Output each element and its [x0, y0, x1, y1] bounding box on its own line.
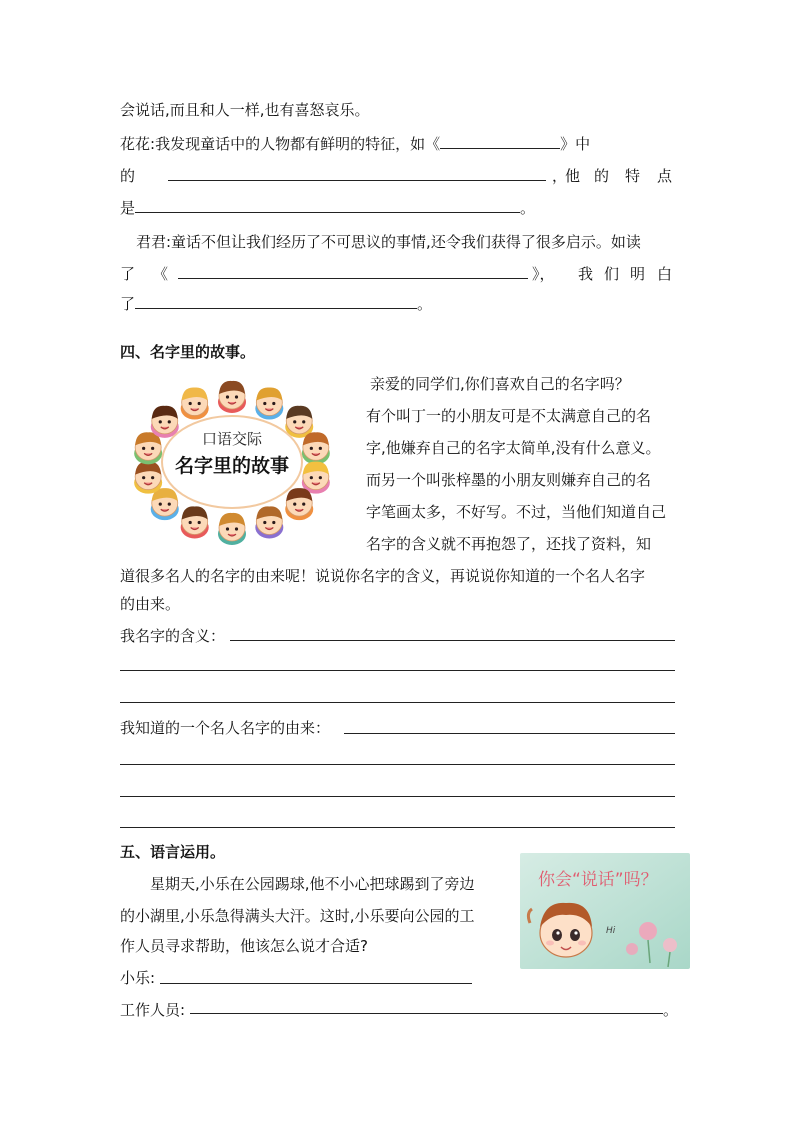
child-face-icon: [134, 462, 162, 494]
text-line: 会说话,而且和人一样,也有喜怒哀乐。: [120, 101, 370, 119]
famous-name-answer-line[interactable]: [344, 733, 675, 734]
famous-name-answer-line[interactable]: [120, 764, 675, 765]
speaking-girl-illustration: [520, 853, 690, 969]
text-span: 。: [417, 295, 433, 313]
text-line: 字,他嫌弃自己的名字太简单,没有什么意义。: [366, 439, 661, 457]
child-face-icon: [255, 506, 283, 538]
text-span: 》中: [560, 135, 591, 153]
image-caption-top: 口语交际: [201, 430, 263, 448]
text-span: 了: [120, 295, 136, 313]
section-heading: 五、语言运用。: [120, 843, 226, 861]
staff-answer-line[interactable]: [190, 1013, 663, 1014]
child-face-icon: [181, 506, 209, 538]
story-line: [120, 264, 675, 284]
text-span: 他: [565, 167, 581, 185]
story-title-blank[interactable]: [178, 264, 528, 279]
end-period: 。: [663, 1001, 679, 1019]
trait-blank[interactable]: [135, 198, 520, 213]
child-face-icon: [285, 488, 313, 520]
book-title-blank[interactable]: [440, 134, 560, 149]
text-line: [370, 374, 630, 394]
famous-name-label: 我知道的一个名人名字的由来：: [120, 719, 331, 737]
my-name-answer-line[interactable]: [120, 670, 675, 671]
my-name-answer-line[interactable]: [120, 702, 675, 703]
famous-name-answer-line[interactable]: [120, 796, 675, 797]
children-ring-illustration: [124, 372, 340, 548]
children-ring-image: [124, 372, 340, 548]
child-face-icon: [151, 488, 179, 520]
child-face-icon: [255, 387, 283, 419]
text-span: 》，: [532, 265, 555, 283]
text-span: 的: [120, 167, 136, 185]
child-face-icon: [285, 406, 313, 438]
text-span: 了: [120, 265, 136, 283]
text-span: 特: [625, 167, 641, 185]
image-caption-main: 名字里的故事: [174, 455, 290, 477]
child-face-icon: [218, 381, 246, 413]
lesson-blank[interactable]: [135, 294, 417, 309]
xiaole-label: 小乐:: [120, 969, 156, 987]
child-face-icon: [218, 513, 246, 545]
text-span: ，: [552, 167, 568, 185]
trait-line: [120, 198, 535, 218]
text-line: 的小湖里,小乐急得满头大汗。这时,小乐要向公园的工: [120, 907, 475, 925]
character-line: [120, 166, 675, 186]
child-face-icon: [302, 462, 330, 494]
text-span: 《: [153, 265, 169, 283]
text-span: 点: [657, 167, 673, 185]
text-span: 白: [657, 265, 673, 283]
image-hi-text: Hi: [606, 926, 616, 936]
text-line: 字笔画太多，不好写。不过，当他们知道自己: [366, 503, 667, 521]
text-span: 是: [120, 199, 136, 217]
section-heading: 四、名字里的故事。: [120, 343, 256, 361]
text-line: 的由来。: [120, 595, 181, 613]
speaking-girl-image: [520, 853, 690, 969]
text-span: 们: [604, 265, 620, 283]
text-span: 。: [520, 199, 536, 217]
my-name-answer-line[interactable]: [230, 640, 675, 641]
xiaole-answer-line[interactable]: [160, 983, 472, 984]
junjun-line: [120, 232, 641, 252]
famous-name-answer-line[interactable]: [120, 827, 675, 828]
text-span: 亲爱的同学们,你们喜欢自己的名字吗？: [370, 375, 630, 393]
image-title: 你会“说话”吗？: [538, 870, 658, 890]
text-span: 的: [594, 167, 610, 185]
text-line: 道很多名人的名字的由来呢！说说你名字的含义，再说说你知道的一个名人名字: [120, 567, 646, 585]
my-name-label: 我名字的含义：: [120, 627, 226, 645]
understood-line: [120, 294, 432, 314]
text-line: 而另一个叫张梓墨的小朋友则嫌弃自己的名: [366, 471, 652, 489]
staff-label: 工作人员:: [120, 1001, 186, 1019]
text-line: 名字的含义就不再抱怨了，还找了资料，知: [366, 535, 652, 553]
child-face-icon: [151, 406, 179, 438]
text-line: 星期天,小乐在公园踢球,他不小心把球踢到了旁边: [150, 875, 475, 893]
text-span: 我: [578, 265, 594, 283]
text-span: 君君:童话不但让我们经历了不可思议的事情,还令我们获得了很多启示。如读: [136, 233, 641, 251]
child-face-icon: [181, 387, 209, 419]
child-face-icon: [134, 432, 162, 464]
text-span: 我发现童话中的人物都有鲜明的特征，如《: [155, 135, 441, 153]
child-face-icon: [302, 432, 330, 464]
text-span: 明: [630, 265, 646, 283]
speaker-label: 花花:: [120, 135, 156, 153]
huahua-line: [120, 134, 590, 154]
character-blank[interactable]: [168, 166, 546, 181]
text-line: 有个叫丁一的小朋友可是不太满意自己的名: [366, 407, 652, 425]
text-line: 作人员寻求帮助，他该怎么说才合适?: [120, 937, 368, 955]
